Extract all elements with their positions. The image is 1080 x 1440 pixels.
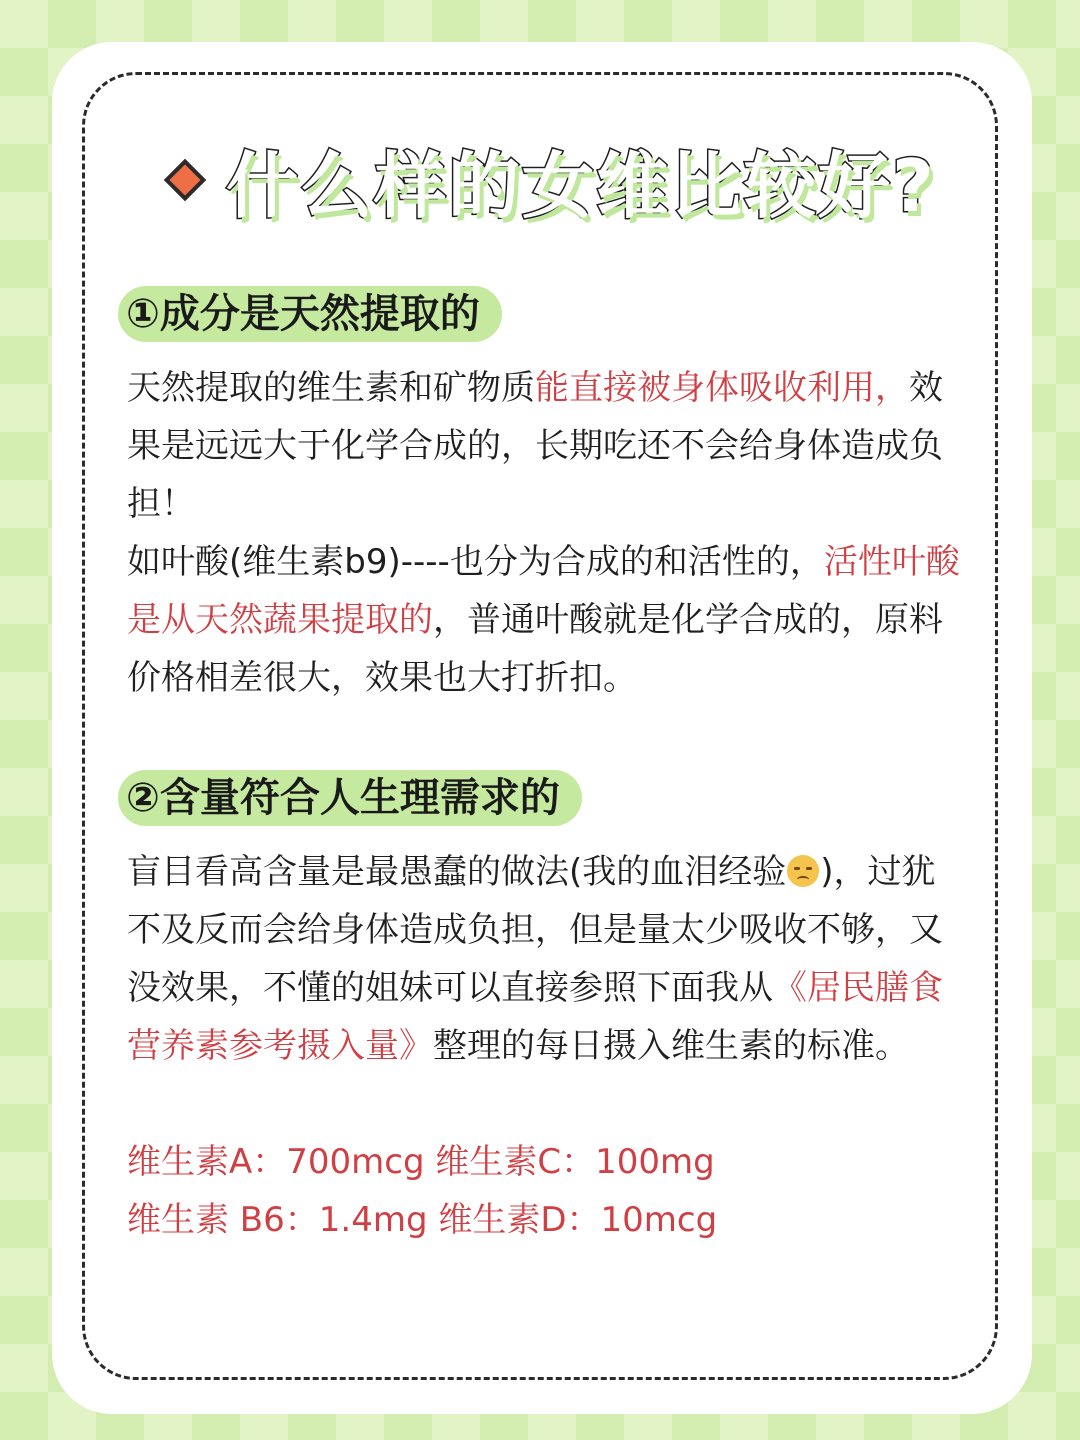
vitamin-line-2: 维生素 B6：1.4mg 维生素D：10mcg xyxy=(127,1200,718,1240)
text-span: 效果是远远大于化学合成的，长期吃还不会给身体造成负担！ xyxy=(127,368,943,524)
section-heading-ingredients: ①成分是天然提取的 xyxy=(118,286,502,342)
section1-paragraph-1 xyxy=(127,359,967,533)
text-span: 如叶酸(维生素b9)----也分为合成的和活性的， xyxy=(127,542,824,582)
text-span: 天然提取的维生素和矿物质 xyxy=(127,368,535,408)
page-title: 什么样的女维比较好? xyxy=(226,144,936,228)
text-span: 整理的每日摄入维生素的标准。 xyxy=(433,1026,909,1066)
title-row xyxy=(160,130,936,230)
diamond-icon xyxy=(164,159,206,201)
highlight-text: 能直接被身体吸收利用， xyxy=(535,368,909,408)
highlight-text: 活性叶酸是从天然蔬果提取的 xyxy=(127,542,960,640)
text-span: ，普通叶酸就是化学合成的，原料价格相差很大，效果也大打折扣。 xyxy=(127,600,943,698)
disappointed-face-icon xyxy=(787,855,819,887)
text-span: 盲目看高含量是最愚蠢的做法(我的血泪经验 xyxy=(127,852,787,892)
section-heading-dosage: ②含量符合人生理需求的 xyxy=(118,770,582,826)
section2-paragraph xyxy=(127,843,967,1075)
text-span: )，过犹不及反而会给身体造成负担，但是量太少吸收不够，又没效果，不懂的姐妹可以直接参照下面我从 xyxy=(127,852,943,1008)
vitamin-line-1: 维生素A：700mcg 维生素C：100mg xyxy=(127,1142,715,1182)
highlight-text: 《居民膳食营养素参考摄入量》 xyxy=(127,968,943,1066)
section1-paragraph-2 xyxy=(127,533,967,707)
